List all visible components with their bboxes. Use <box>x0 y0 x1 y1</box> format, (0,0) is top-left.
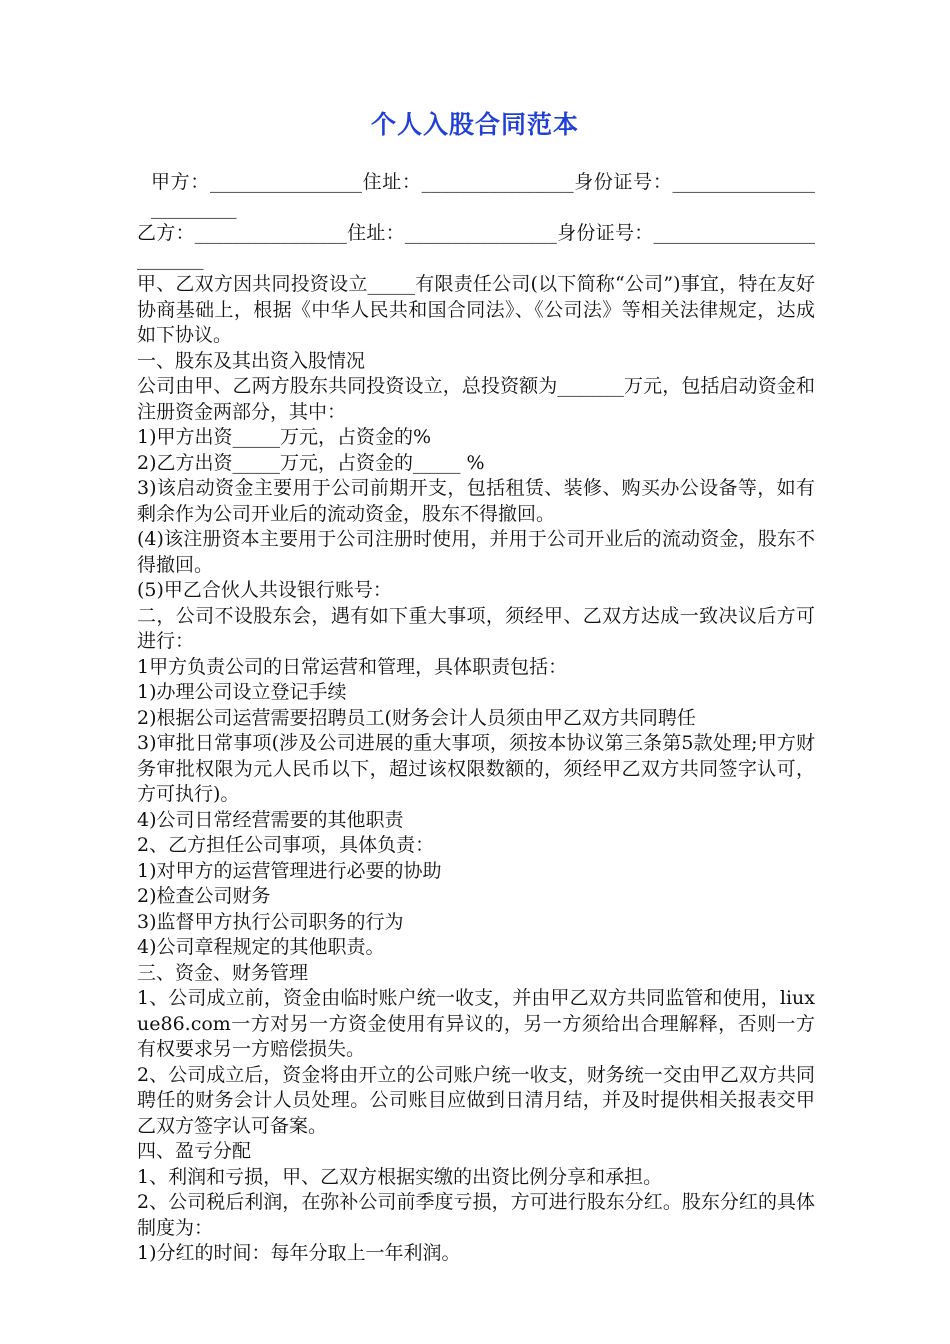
party-a-line: 甲方：________________住址：________________身份证号：________________________ <box>151 171 815 219</box>
document-body <box>137 170 815 1267</box>
paragraph: 公司由甲、乙两方股东共同投资设立，总投资额为_______万元，包括启动资金和注册资金两部分，其中： <box>137 375 815 423</box>
section-heading: 一、股东及其出资入股情况 <box>137 349 366 372</box>
paragraph: 2、公司税后利润，在弥补公司前季度亏损，方可进行股东分红。股东分红的具体制度为： <box>137 1191 815 1239</box>
paragraph: 1甲方负责公司的日常运营和管理，具体职责包括： <box>137 655 568 678</box>
list-item: 2)乙方出资_____万元，占资金的_____ % <box>137 451 485 474</box>
list-item: (4)该注册资本主要用于公司注册时使用，并用于公司开业后的流动资金，股东不得撤回。 <box>137 528 815 576</box>
list-item: (5)甲乙合伙人共设银行账号： <box>137 579 392 601</box>
paragraph: 1、利润和亏损，甲、乙双方根据实缴的出资比例分享和承担。 <box>137 1165 663 1188</box>
paragraph: 2、公司成立后，资金将由开立的公司账户统一收支，财务统一交由甲乙双方共同聘任的财务会计人员处理。公司账目应做到日清月结，并及时提供相关报表交甲乙双方签字认可备案。 <box>137 1063 815 1137</box>
list-item: 4)公司日常经营需要的其他职责 <box>137 808 404 831</box>
paragraph: 2、乙方担任公司事项，具体负责： <box>137 834 435 856</box>
list-item: 2)根据公司运营需要招聘员工(财务会计人员须由甲乙双方共同聘任 <box>137 706 696 729</box>
list-item: 1)甲方出资_____万元，占资金的% <box>137 426 432 448</box>
paragraph: 1、公司成立前，资金由临时账户统一收支，并由甲乙双方共同监管和使用，liuxue86.com一方对另一方资金使用有异议的，另一方须给出合理解释，否则一方有权要求另一方赔偿损失。 <box>137 987 815 1060</box>
list-item: 1)分红的时间：每年分取上一年利润。 <box>137 1242 461 1264</box>
list-item: 4)公司章程规定的其他职责。 <box>137 936 385 958</box>
list-item: 3)监督甲方执行公司职务的行为 <box>137 910 404 933</box>
document-title: 个人入股合同范本 <box>370 110 579 139</box>
list-item: 1)对甲方的运营管理进行必要的协助 <box>137 859 442 882</box>
paragraph: 甲、乙双方因共同投资设立_____有限责任公司(以下简称“公司”)事宜，特在友好协商基础上，根据《中华人民共和国合同法》、《公司法》等相关法律规定，达成如下协议。 <box>137 273 815 346</box>
list-item: 3)该启动资金主要用于公司前期开支，包括租赁、装修、购买办公设备等，如有剩余作为公司开业后的流动资金，股东不得撤回。 <box>137 477 815 525</box>
section-heading: 二，公司不设股东会，遇有如下重大事项，须经甲、乙双方达成一致决议后方可进行： <box>137 604 815 652</box>
list-item: 1)办理公司设立登记手续 <box>137 681 347 703</box>
party-b-line: 乙方：________________住址：________________身份证号：________________________ <box>137 222 815 270</box>
section-heading: 四、盈亏分配 <box>137 1140 252 1162</box>
list-item: 3)审批日常事项(涉及公司进展的重大事项，须按本协议第三条第5款处理;甲方财务审批权限为元人民币以下，超过该权限数额的，须经甲乙双方共同签字认可，方可执行)。 <box>137 732 815 805</box>
section-heading: 三、资金、财务管理 <box>137 961 309 984</box>
list-item: 2)检查公司财务 <box>137 885 271 907</box>
